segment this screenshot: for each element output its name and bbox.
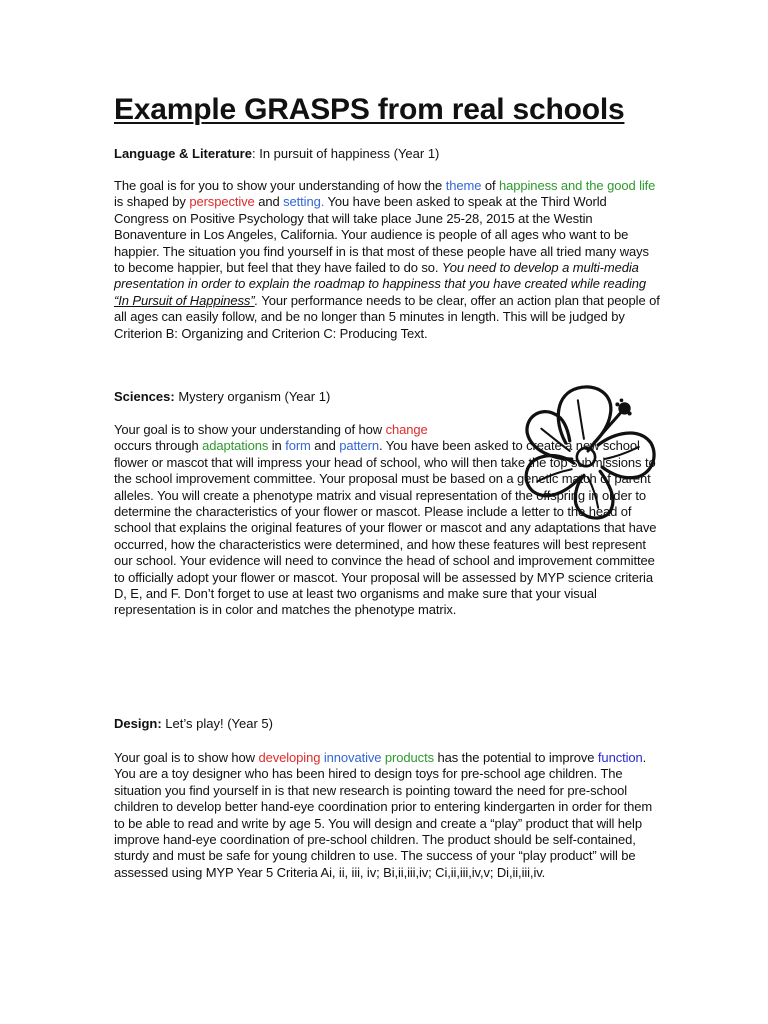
keyword-pattern: pattern [339, 438, 379, 454]
italic-text: . [254, 292, 259, 308]
text-run: in [268, 438, 286, 454]
text-run: You have been asked to speak at the Third World Congress on Positive Psychology that will take place June 25-28, 2015 at the Westin Bonaventure in Los Angeles, California. Your audience is people of all ages who want to be happier. The situation you find yourself in is that most of these people have all tried many ways to become happier, but feel that they have failed to do so. [114, 194, 649, 276]
italic-text: You need to develop a multi-media presentation in order to explain the roadmap to happiness that you have created while reading [114, 260, 646, 292]
keyword-setting: setting. [283, 194, 325, 210]
text-run: Your performance needs to be clear, offer an action plan that people of all ages can easily follow, and be no longer than 5 minutes in length. This will be judged by Criterion B: Organizing and Criterion C: Producing Text. [114, 292, 660, 341]
language-literature-heading [114, 146, 439, 162]
text-run: Your goal is to show how [114, 750, 259, 765]
language-literature-sep: : [251, 146, 256, 161]
keyword-developing: developing [258, 750, 321, 765]
text-run: is shaped by [114, 194, 190, 210]
text-run: Your goal is to show your understanding of how [114, 422, 386, 437]
text-run: and [254, 194, 284, 210]
design-label: Design: [114, 716, 162, 731]
language-literature-paragraph [114, 178, 660, 342]
keyword-form: form [285, 438, 311, 454]
text-run: and [310, 438, 340, 454]
keyword-adaptations: adaptations [202, 438, 269, 454]
language-literature-subtitle: In pursuit of happiness (Year 1) [255, 146, 440, 161]
text-run: . You have been asked to create a new school flower or mascot that will impress your head of school, who will then take the top submissions to the school improvement committee. Your proposal must be based on a genetic match of parent alleles. You will create a phenotype matrix and visual representation of the offspring in order to determine the characteristics of your flower or mascot. Please include a letter to the head of school that explains the original features of your flower or mascot and any adaptations that have occurred, how the characteristics were determined, and how these features will best represent our school. Your evidence will need to convince the head of school and improvement committee to officially adopt your flower or mascot. Your proposal will be assessed by MYP science criteria D, E, and F. Don’t forget to use at least two organisms and make sure that your visual representation is in color and matches the phenotype matrix. [114, 438, 657, 618]
sciences-heading [114, 389, 330, 405]
text-run: The goal is for you to show your understanding of how the [114, 178, 446, 193]
design-subtitle: Let’s play! (Year 5) [161, 716, 273, 731]
text-run: . You are a toy designer who has been hired to design toys for pre-school age children. The situation you find yourself in is that new research is pointing toward the need for pre-school children to develop better hand-eye coordination prior to entering kindergarten in order for them to be able to read and write by age 5. You will design and create a “play” product that will help improve hand-eye coordination of pre-school children. The product should be self-contained, sturdy and must be safe for young children to use. The success of your “play product” will be assessed using MYP Year 5 Criteria Ai, ii, iii, iv; Bi,ii,iii,iv; Ci,ii,iii,iv,v; Di,ii,iii,iv. [114, 750, 653, 880]
keyword-products: products [384, 750, 434, 765]
sciences-subtitle: Mystery organism (Year 1) [174, 389, 331, 404]
sciences-paragraph [114, 422, 658, 619]
keyword-theme: theme [445, 178, 482, 193]
text-run: has the potential to improve [433, 750, 598, 765]
keyword-perspective: perspective [189, 194, 255, 210]
book-title: “In Pursuit of Happiness” [114, 292, 255, 308]
sciences-label: Sciences: [114, 389, 175, 404]
page-title: Example GRASPS from real schools [114, 93, 625, 126]
keyword-happiness: happiness and the good life [499, 178, 656, 193]
keyword-function: function [597, 750, 643, 765]
keyword-change: change [385, 422, 428, 437]
design-heading [114, 716, 273, 732]
language-literature-label: Language & Literature [114, 146, 252, 161]
text-run: of [481, 178, 499, 193]
text-run: occurs through [114, 438, 203, 454]
keyword-innovative: innovative [323, 750, 382, 765]
design-paragraph [114, 750, 658, 881]
